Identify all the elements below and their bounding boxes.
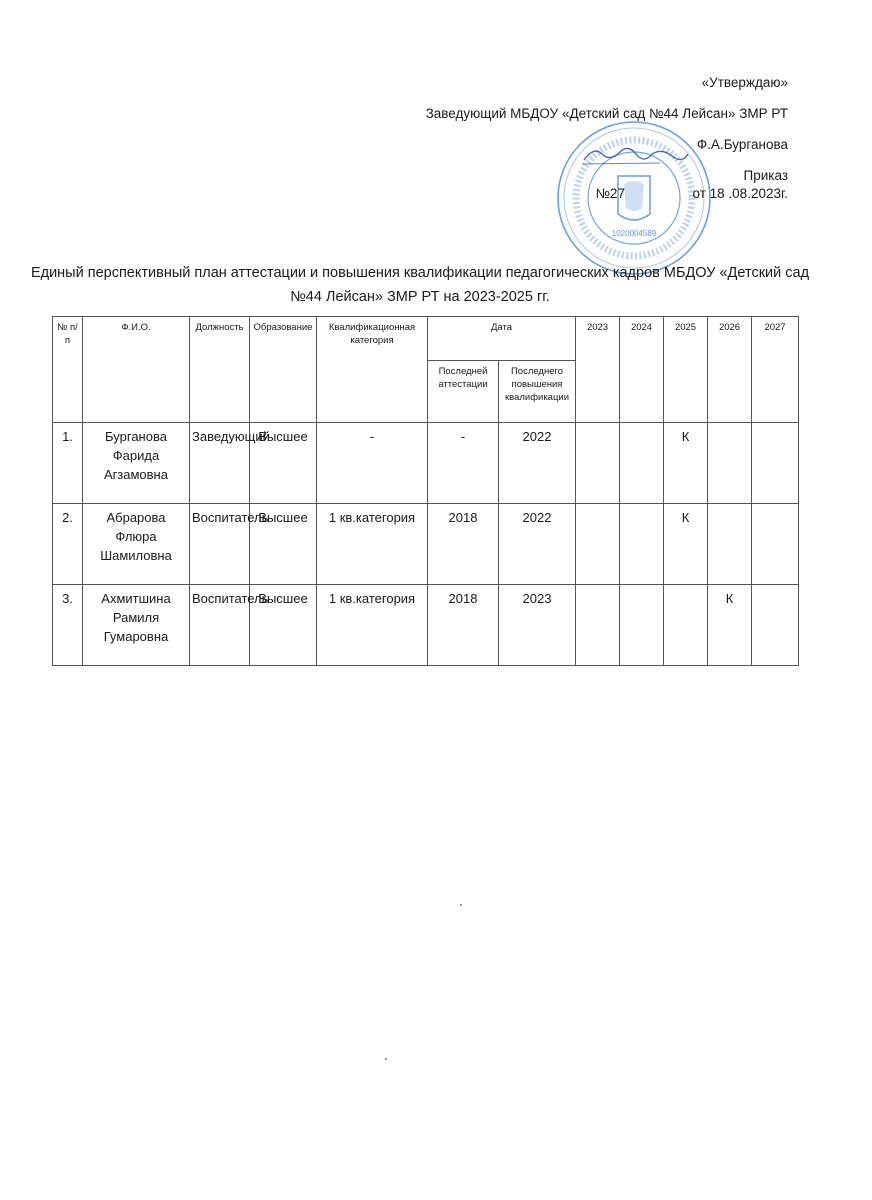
header-last-attestation: Последней аттестации	[428, 361, 499, 423]
approver-position: Заведующий МБДОУ «Детский сад №44 Лейсан» ЗМР РТ	[425, 106, 788, 121]
cell-fio: Ахмитшина Рамиля Гумаровна	[83, 585, 190, 666]
header-category: Квалификационная категория	[317, 317, 428, 423]
table-row	[53, 504, 799, 585]
cell-education: Высшее	[250, 504, 317, 585]
cell-position: Заведующий	[190, 423, 250, 504]
cell-category: -	[317, 423, 428, 504]
header-year-2024: 2024	[620, 317, 664, 423]
scan-speck	[385, 1058, 387, 1060]
cell-2023	[576, 423, 620, 504]
cell-last-attestation: 2018	[428, 504, 499, 585]
cell-2025	[664, 585, 708, 666]
header-last-training: Последнего повышения квалификации	[499, 361, 576, 423]
cell-2027	[752, 423, 799, 504]
cell-category: 1 кв.категория	[317, 504, 428, 585]
cell-2024	[620, 585, 664, 666]
cell-fio: Бурганова Фарида Агзамовна	[83, 423, 190, 504]
approval-block	[368, 74, 788, 216]
cell-position: Воспитатель	[190, 504, 250, 585]
cell-fio: Абрарова Флюра Шамиловна	[83, 504, 190, 585]
seal-number: 1020004589	[611, 229, 657, 238]
header-position: Должность	[190, 317, 250, 423]
cell-2026	[708, 423, 752, 504]
cell-num: 2.	[53, 504, 83, 585]
attestation-plan-table	[52, 316, 799, 666]
order-number: №27	[595, 186, 625, 201]
header-year-2027: 2027	[752, 317, 799, 423]
cell-2027	[752, 504, 799, 585]
cell-last-training: 2023	[499, 585, 576, 666]
cell-2023	[576, 585, 620, 666]
cell-2027	[752, 585, 799, 666]
approve-label: «Утверждаю»	[701, 75, 788, 90]
cell-education: Высшее	[250, 585, 317, 666]
header-year-2025: 2025	[664, 317, 708, 423]
cell-2025: К	[664, 504, 708, 585]
order-from: от	[692, 186, 706, 201]
cell-education: Высшее	[250, 423, 317, 504]
cell-2026: К	[708, 585, 752, 666]
cell-last-training: 2022	[499, 504, 576, 585]
cell-num: 3.	[53, 585, 83, 666]
cell-last-attestation: 2018	[428, 585, 499, 666]
cell-2025: К	[664, 423, 708, 504]
cell-2024	[620, 504, 664, 585]
header-year-2023: 2023	[576, 317, 620, 423]
cell-last-training: 2022	[499, 423, 576, 504]
cell-2026	[708, 504, 752, 585]
header-education: Образование	[250, 317, 317, 423]
scan-speck	[460, 904, 462, 906]
cell-num: 1.	[53, 423, 83, 504]
header-date: Дата	[428, 317, 576, 361]
cell-2024	[620, 423, 664, 504]
document-title: Единый перспективный план аттестации и повышения квалификации педагогических кадров МБДОУ «Детский сад №44 Лейсан» ЗМР РТ на 2023-2025 гг.	[30, 265, 810, 305]
order-date: 18 .08.2023г.	[709, 186, 788, 201]
order-line	[368, 185, 788, 203]
cell-position: Воспитатель	[190, 585, 250, 666]
approver-name: Ф.А.Бурганова	[696, 137, 788, 152]
cell-2023	[576, 504, 620, 585]
order-label: Приказ	[743, 168, 788, 183]
table-row	[53, 585, 799, 666]
header-num: № п/п	[53, 317, 83, 423]
table-row	[53, 423, 799, 504]
cell-last-attestation: -	[428, 423, 499, 504]
header-year-2026: 2026	[708, 317, 752, 423]
header-fio: Ф.И.О.	[83, 317, 190, 423]
cell-category: 1 кв.категория	[317, 585, 428, 666]
